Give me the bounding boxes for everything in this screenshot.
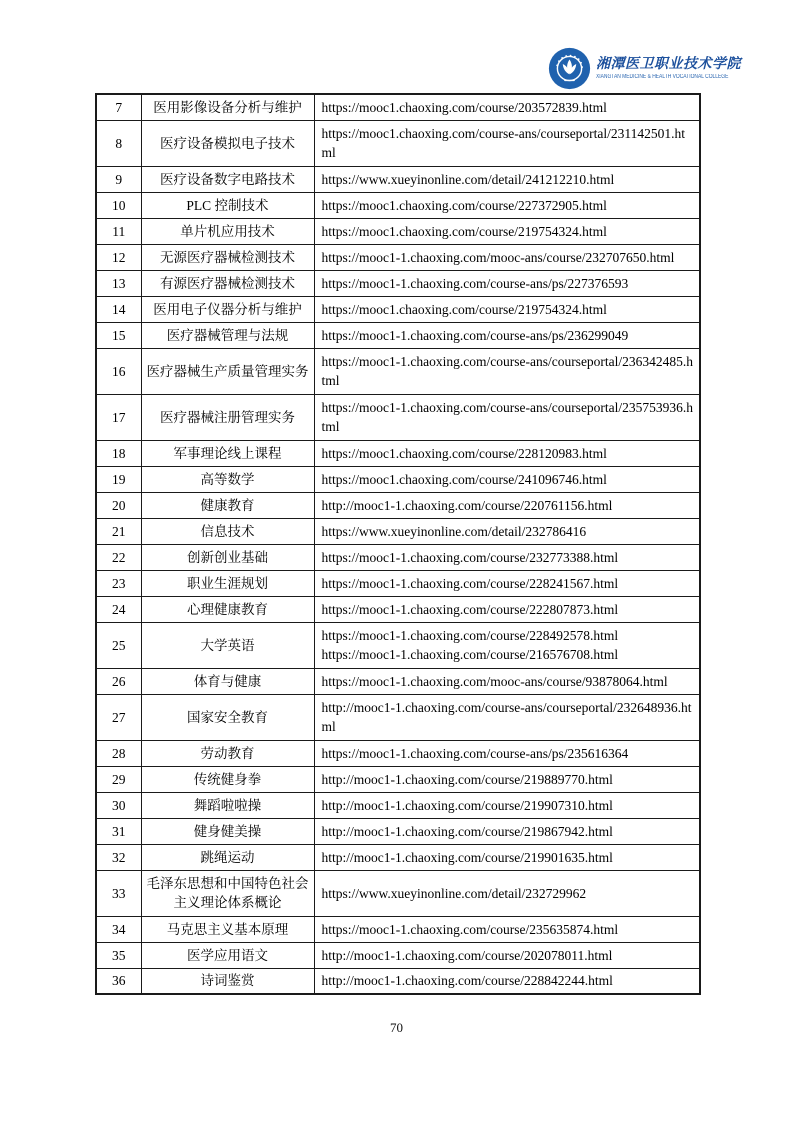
course-url: http://mooc1-1.chaoxing.com/course/219889770.html (321, 771, 613, 787)
row-number-cell: 12 (96, 244, 141, 270)
course-name-cell: 医疗设备模拟电子技术 (141, 120, 314, 166)
course-url-cell (314, 792, 700, 818)
course-url: http://mooc1-1.chaoxing.com/course/219901635.html (321, 849, 613, 865)
table-row (96, 596, 700, 622)
course-url: http://mooc1-1.chaoxing.com/course/220761156.html (321, 497, 613, 513)
course-name-cell: 毛泽东思想和中国特色社会主义理论体系概论 (141, 870, 314, 916)
row-number-cell: 36 (96, 968, 141, 994)
course-url: https://mooc1.chaoxing.com/course/241096746.html (321, 471, 607, 487)
row-number-cell: 21 (96, 518, 141, 544)
table-row (96, 694, 700, 740)
course-url: https://mooc1-1.chaoxing.com/mooc-ans/course/93878064.html (321, 673, 668, 689)
course-name-cell: 传统健身拳 (141, 766, 314, 792)
row-number-cell: 30 (96, 792, 141, 818)
table-row (96, 322, 700, 348)
course-name-cell: 舞蹈啦啦操 (141, 792, 314, 818)
course-name-cell: 心理健康教育 (141, 596, 314, 622)
row-number-cell: 13 (96, 270, 141, 296)
row-number-cell: 11 (96, 218, 141, 244)
course-url-cell (314, 844, 700, 870)
course-url-cell (314, 270, 700, 296)
row-number-cell: 14 (96, 296, 141, 322)
course-name-cell: 健身健美操 (141, 818, 314, 844)
course-url-cell (314, 818, 700, 844)
table-row (96, 166, 700, 192)
table-row (96, 844, 700, 870)
course-url-cell (314, 244, 700, 270)
course-url: https://www.xueyinonline.com/detail/232786416 (321, 523, 587, 539)
course-name-cell: 大学英语 (141, 622, 314, 668)
course-name-cell: 单片机应用技术 (141, 218, 314, 244)
course-url-cell (314, 492, 700, 518)
course-url-cell (314, 218, 700, 244)
course-name-cell: 诗词鉴赏 (141, 968, 314, 994)
course-url-cell (314, 518, 700, 544)
course-url: https://mooc1.chaoxing.com/course/227372905.html (321, 197, 607, 213)
table-row (96, 916, 700, 942)
table-row (96, 870, 700, 916)
course-url: https://mooc1.chaoxing.com/course/219754324.html (321, 301, 607, 317)
row-number-cell: 29 (96, 766, 141, 792)
course-url-cell (314, 544, 700, 570)
table-row (96, 570, 700, 596)
table-row (96, 740, 700, 766)
course-url: https://mooc1-1.chaoxing.com/course-ans/courseportal/235753936.html (321, 400, 694, 434)
course-name-cell: 医用影像设备分析与维护 (141, 94, 314, 120)
college-emblem-icon (548, 47, 591, 90)
row-number-cell: 23 (96, 570, 141, 596)
course-url-cell (314, 622, 700, 668)
course-name-cell: 体育与健康 (141, 668, 314, 694)
row-number-cell: 25 (96, 622, 141, 668)
course-url: https://mooc1-1.chaoxing.com/course/228492578.html (321, 628, 619, 643)
row-number-cell: 19 (96, 466, 141, 492)
row-number-cell: 8 (96, 120, 141, 166)
row-number-cell: 18 (96, 440, 141, 466)
row-number-cell: 28 (96, 740, 141, 766)
course-url: http://mooc1-1.chaoxing.com/course/228842244.html (321, 973, 613, 989)
table-row (96, 440, 700, 466)
row-number-cell: 22 (96, 544, 141, 570)
row-number-cell: 20 (96, 492, 141, 518)
course-url-cell (314, 870, 700, 916)
table-row (96, 668, 700, 694)
college-name-zh: 湘潭医卫职业技术学院 (596, 57, 741, 72)
row-number-cell: 27 (96, 694, 141, 740)
course-link-table (95, 93, 701, 995)
course-name-cell: 军事理论线上课程 (141, 440, 314, 466)
row-number-cell: 9 (96, 166, 141, 192)
college-logo (548, 47, 757, 90)
course-name-cell: 劳动教育 (141, 740, 314, 766)
course-url: https://mooc1-1.chaoxing.com/course/228241567.html (321, 575, 619, 591)
course-name-cell: 跳绳运动 (141, 844, 314, 870)
course-url: http://mooc1-1.chaoxing.com/course/219907310.html (321, 797, 613, 813)
table-row (96, 622, 700, 668)
page-number: 70 (390, 1020, 403, 1035)
table-row (96, 492, 700, 518)
course-url-cell (314, 166, 700, 192)
course-name-cell: 医疗器械注册管理实务 (141, 394, 314, 440)
course-name-cell: 医疗器械生产质量管理实务 (141, 348, 314, 394)
course-url: http://mooc1-1.chaoxing.com/course/202078011.html (321, 947, 613, 963)
table-row (96, 244, 700, 270)
table-row (96, 218, 700, 244)
course-url: https://mooc1-1.chaoxing.com/course-ans/ps/236299049 (321, 327, 629, 343)
course-name-cell: 医疗设备数字电路技术 (141, 166, 314, 192)
course-url-cell (314, 596, 700, 622)
course-name-cell: 医疗器械管理与法规 (141, 322, 314, 348)
table-row (96, 792, 700, 818)
course-url: https://mooc1.chaoxing.com/course-ans/courseportal/231142501.html (321, 126, 686, 160)
course-url: https://mooc1-1.chaoxing.com/mooc-ans/course/232707650.html (321, 249, 675, 265)
row-number-cell: 7 (96, 94, 141, 120)
row-number-cell: 32 (96, 844, 141, 870)
table-row (96, 120, 700, 166)
course-url-cell (314, 740, 700, 766)
course-name-cell: 医学应用语文 (141, 942, 314, 968)
course-url-cell (314, 916, 700, 942)
course-url-cell (314, 968, 700, 994)
course-url: https://mooc1-1.chaoxing.com/course/216576708.html (321, 647, 619, 662)
course-url-cell (314, 394, 700, 440)
course-url-cell (314, 942, 700, 968)
row-number-cell: 15 (96, 322, 141, 348)
row-number-cell: 24 (96, 596, 141, 622)
course-name-cell: 无源医疗器械检测技术 (141, 244, 314, 270)
table-row (96, 270, 700, 296)
table-row (96, 544, 700, 570)
table-row (96, 394, 700, 440)
course-url: https://mooc1.chaoxing.com/course/228120983.html (321, 445, 607, 461)
table-row (96, 518, 700, 544)
course-url-cell (314, 120, 700, 166)
course-url: https://mooc1-1.chaoxing.com/course/232773388.html (321, 549, 619, 565)
course-url-cell (314, 94, 700, 120)
course-url-cell (314, 296, 700, 322)
course-url: http://mooc1-1.chaoxing.com/course-ans/courseportal/232648936.html (321, 700, 692, 734)
course-url: https://mooc1-1.chaoxing.com/course-ans/ps/227376593 (321, 275, 629, 291)
course-url: https://mooc1.chaoxing.com/course/203572839.html (321, 99, 607, 115)
course-url: https://mooc1-1.chaoxing.com/course/222807873.html (321, 601, 619, 617)
course-name-cell: 医用电子仪器分析与维护 (141, 296, 314, 322)
table-row (96, 818, 700, 844)
course-url: https://mooc1-1.chaoxing.com/course-ans/ps/235616364 (321, 745, 629, 761)
course-name-cell: PLC 控制技术 (141, 192, 314, 218)
table-row (96, 968, 700, 994)
table-row (96, 766, 700, 792)
course-url-cell (314, 668, 700, 694)
row-number-cell: 16 (96, 348, 141, 394)
row-number-cell: 31 (96, 818, 141, 844)
table-row (96, 192, 700, 218)
course-url-cell (314, 694, 700, 740)
table-row (96, 942, 700, 968)
course-url-cell (314, 440, 700, 466)
course-url-cell (314, 570, 700, 596)
course-name-cell: 马克思主义基本原理 (141, 916, 314, 942)
course-url-cell (314, 348, 700, 394)
course-name-cell: 高等数学 (141, 466, 314, 492)
course-url-cell (314, 322, 700, 348)
course-url-cell (314, 766, 700, 792)
row-number-cell: 34 (96, 916, 141, 942)
table-row (96, 348, 700, 394)
row-number-cell: 33 (96, 870, 141, 916)
course-url-cell (314, 192, 700, 218)
table-row (96, 296, 700, 322)
table-row (96, 94, 700, 120)
college-name-en: XIANGTAN MEDICINE & HEALTH VOCATIONAL COLLEGE (596, 74, 729, 80)
row-number-cell: 17 (96, 394, 141, 440)
course-name-cell: 职业生涯规划 (141, 570, 314, 596)
course-name-cell: 健康教育 (141, 492, 314, 518)
course-url: https://mooc1.chaoxing.com/course/219754324.html (321, 223, 607, 239)
course-url: https://mooc1-1.chaoxing.com/course/235635874.html (321, 921, 619, 937)
row-number-cell: 35 (96, 942, 141, 968)
course-url-cell (314, 466, 700, 492)
course-url: https://www.xueyinonline.com/detail/232729962 (321, 885, 587, 901)
course-name-cell: 有源医疗器械检测技术 (141, 270, 314, 296)
course-name-cell: 信息技术 (141, 518, 314, 544)
row-number-cell: 10 (96, 192, 141, 218)
course-url: http://mooc1-1.chaoxing.com/course/219867942.html (321, 823, 613, 839)
course-url: https://mooc1-1.chaoxing.com/course-ans/courseportal/236342485.html (321, 354, 694, 388)
course-url: https://www.xueyinonline.com/detail/241212210.html (321, 171, 615, 187)
row-number-cell: 26 (96, 668, 141, 694)
course-name-cell: 创新创业基础 (141, 544, 314, 570)
course-name-cell: 国家安全教育 (141, 694, 314, 740)
table-row (96, 466, 700, 492)
